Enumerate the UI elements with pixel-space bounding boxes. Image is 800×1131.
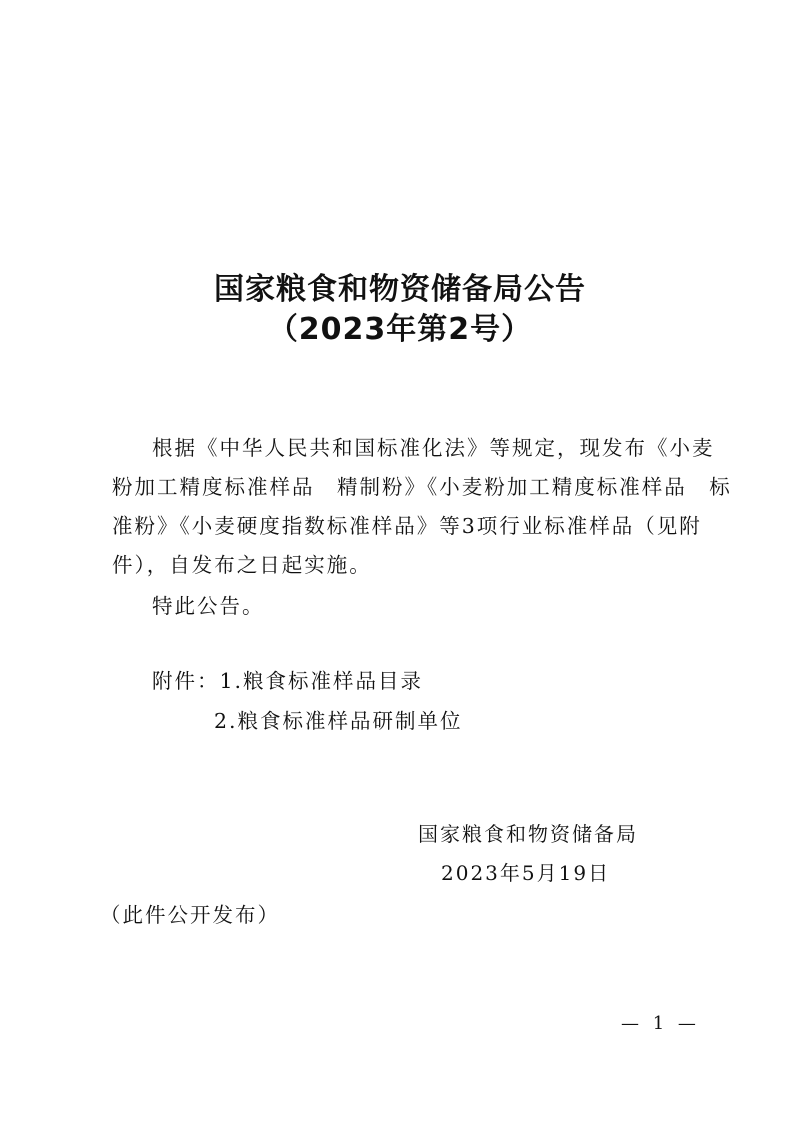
- document-number: （2023年第2号）: [267, 312, 533, 347]
- closing-statement: 特此公告。: [152, 594, 265, 618]
- issue-date: 2023年5月19日: [441, 861, 611, 885]
- attachment-list-item-2: 2.粮食标准样品研制单位: [214, 709, 463, 733]
- disclosure-note: （此件公开发布）: [100, 903, 280, 927]
- attachment-list-item-1: 附件：1.粮食标准样品目录: [152, 669, 424, 693]
- document-title: 国家粮食和物资储备局公告: [214, 272, 586, 307]
- page-number: — 1 —: [621, 1013, 700, 1034]
- body-paragraph-line: 件），自发布之日起实施。: [112, 553, 372, 577]
- issuing-organization: 国家粮食和物资储备局: [418, 822, 638, 846]
- body-paragraph-line: 根据《中华人民共和国标准化法》等规定，现发布《小麦: [152, 436, 715, 460]
- body-paragraph-line: 粉加工精度标准样品 精制粉》《小麦粉加工精度标准样品 标: [112, 475, 732, 499]
- body-paragraph-line: 准粉》《小麦硬度指数标准样品》等3项行业标准样品（见附: [112, 514, 702, 538]
